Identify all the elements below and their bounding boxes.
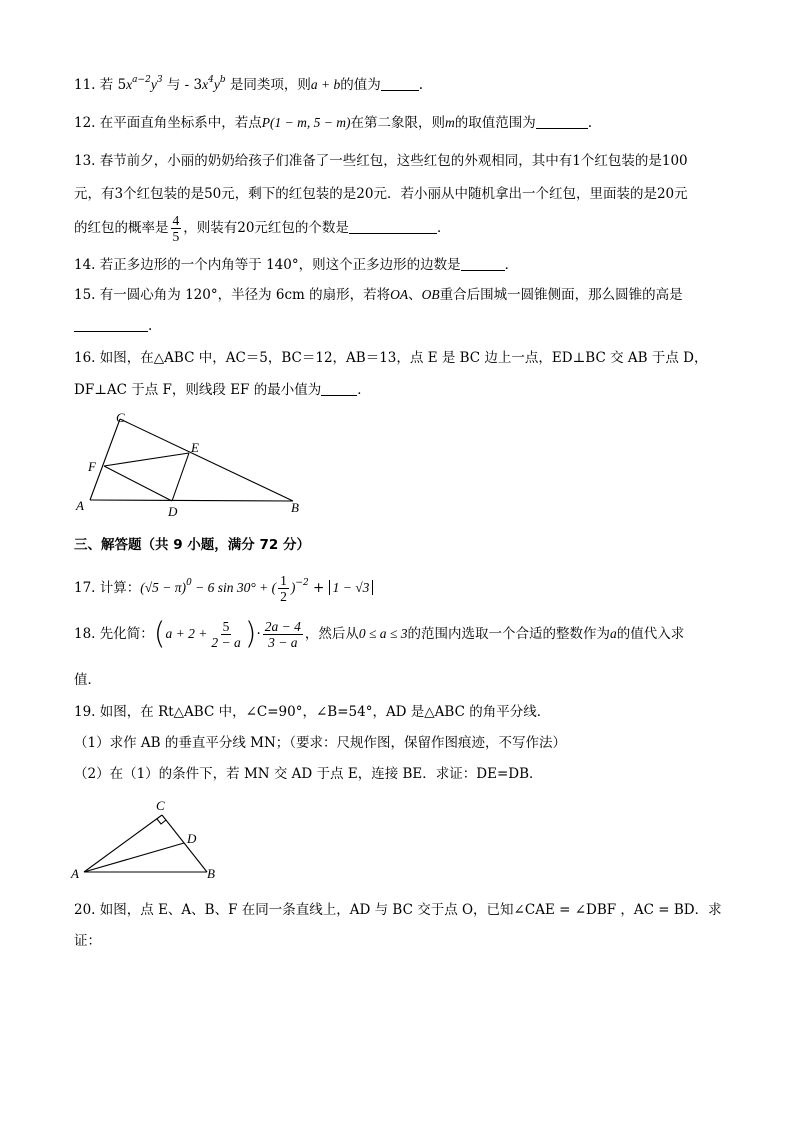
answer-blank[interactable] [381,76,419,91]
answer-blank[interactable] [536,114,588,129]
triangle-figure-16 [70,408,310,518]
question-19-part-2: （2）在（1）的条件下，若 MN 交 AD 于点 E，连接 BE．求证：DE=DB． [74,766,543,782]
question-13-line-1: 13. 春节前夕，小丽的奶奶给孩子们准备了一些红包，这些红包的外观相同，其中有1个红包装的是100 [74,153,688,169]
answer-blank[interactable] [349,219,437,234]
question-12: 12. 在平面直角坐标系中，若点P(1 − m, 5 − m)在第二象限，则m的取值范围为 . [74,115,593,131]
label-D: D [168,504,178,518]
question-19-line-1: 19. 如图，在 Rt△ABC 中，∠C=90°，∠B=54°，AD 是△ABC 的角平分线． [74,704,551,720]
question-16-line-1: 16. 如图，在△ABC 中，AC＝5，BC＝12，AB＝13，点 E 是 BC 边上一点，ED⊥BC 交 AB 于点 D， [74,350,708,366]
question-20-line-2: 证： [74,933,101,949]
section-heading: 三、解答题（共 9 小题，满分 72 分） [74,537,310,553]
label-A: A [71,866,79,881]
question-11: 11. 若 $5x^{a-2}y^3$ 与 - $3x^4y^b$ 是同类项，则a + b的值为 . [74,75,424,93]
segment-ED [172,453,189,501]
question-15-line-2: . [74,316,152,336]
label-B: B [207,866,215,881]
segment-CB [162,815,207,872]
fraction: $\frac{4}{5}$ [172,213,180,244]
label-F: F [88,459,96,474]
segment-FD [104,466,172,501]
question-15: 15. 有一圆心角为 120°，半径为 6cm 的扇形，若将OA、OB重合后围城一圆锥侧面，那么圆锥的高是 [74,287,683,303]
question-19-part-1: （1）求作 AB 的垂直平分线 MN；（要求：尺规作图，保留作图痕迹，不写作法） [74,735,567,751]
question-18-line-2: 值． [74,672,101,688]
answer-blank[interactable] [461,256,505,271]
fraction: $\frac{1}{2}$ [280,573,287,604]
question-14: 14. 若正多边形的一个内角等于 140°，则这个正多边形的边数是 ． [74,257,519,273]
label-D: D [187,831,197,846]
label-C: C [116,410,125,425]
answer-blank[interactable] [74,317,148,332]
question-16-line-2: DF⊥AC 于点 F，则线段 EF 的最小值为 ． [74,382,371,398]
question-13-line-3: 的红包的概率是 $\frac{4}{5}$ ，则装有20元红包的个数是 ． [74,213,451,244]
segment-AB [90,500,293,501]
label-A: A [76,498,84,513]
question-17: 17. 计算：$(√5 - \pi)^0 - 6$ sin 30° + ( $\frac{1}{2}$ )$^{-2}$ + 1 − √3 [74,566,373,605]
segment-FE [104,453,189,466]
right-angle-mark [157,819,166,824]
fraction: $\frac{2a - 4}{3 - a}$ [264,619,301,650]
segment-AD [84,843,184,872]
label-B: B [291,500,299,515]
segment-AC [84,815,162,872]
right-triangle-figure-19 [68,796,228,886]
label-C: C [156,798,165,813]
answer-blank[interactable] [321,381,357,396]
label-E: E [191,440,199,455]
fraction: $\frac{5}{2 - a}$ [211,619,241,650]
question-13-line-2: 元，有3个红包装的是50元，剩下的红包装的是20元．若小丽从中随机拿出一个红包，里面装的是20元 [74,186,688,202]
question-18: 18. 先化简：(a + 2 + $\frac{5}{2 - a}$ )· $\frac{2a - 4}{3 - a}$ ，然后从0 ≤ a ≤ 3的范围内选取一个合适的整数作为a的值代入求 [74,616,685,652]
question-20-line-1: 20. 如图，点 E、A、B、F 在同一条直线上，AD 与 BC 交于点 O，已知∠CAE = ∠DBF ，AC = BD．求 [74,902,722,918]
